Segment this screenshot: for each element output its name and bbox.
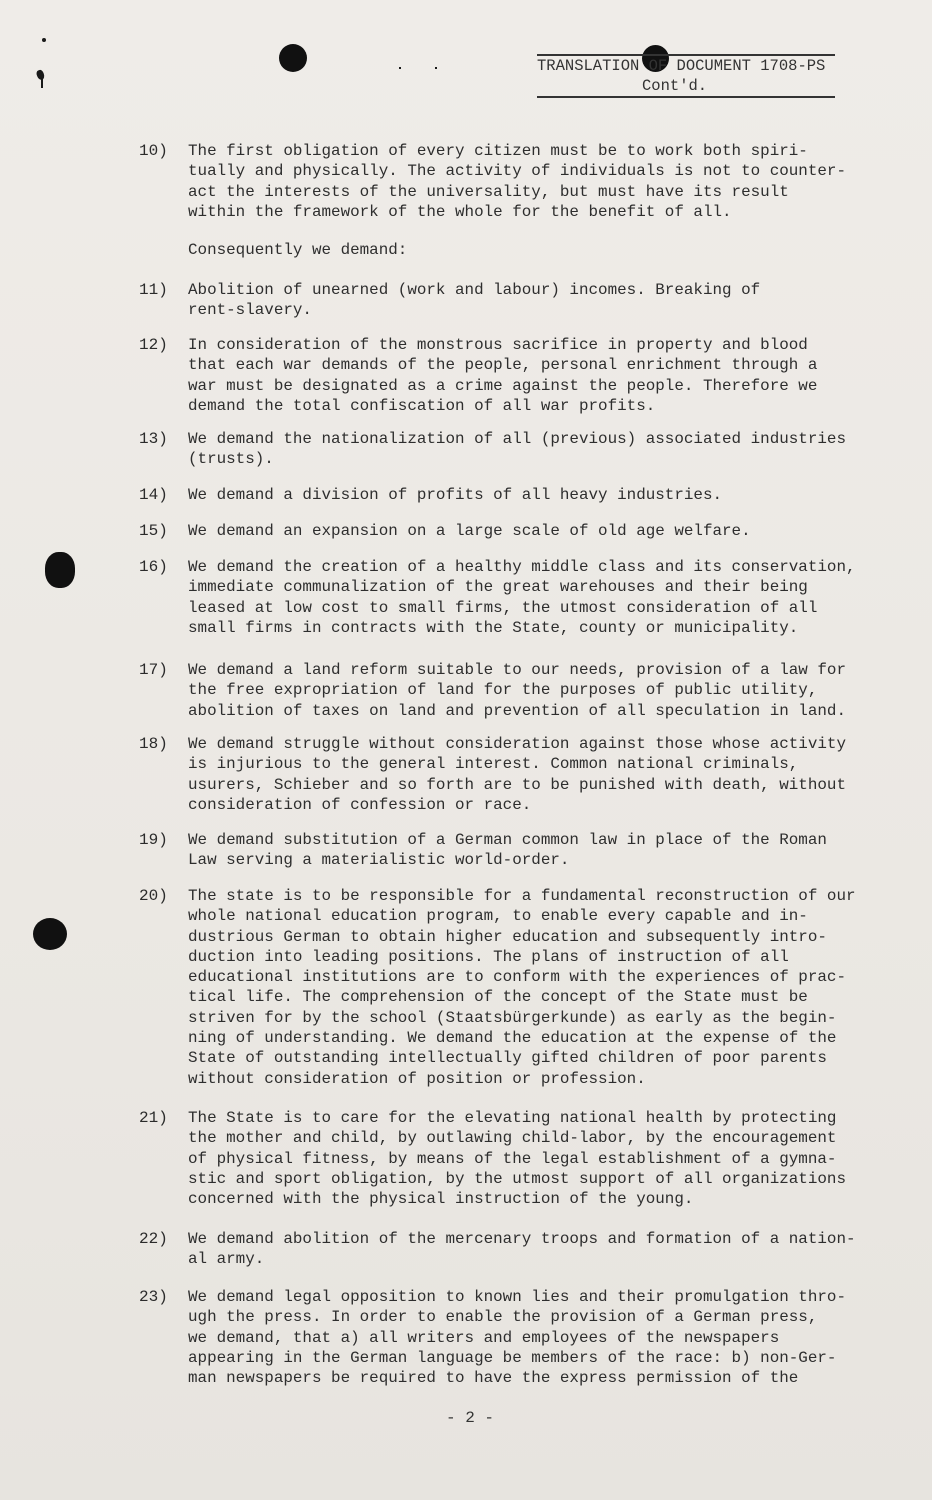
item-text: The first obligation of every citizen must be to work both spiri- tually and physically. The activity of individuals is not to counter- act the interests of the universality, but must have its result within the framework of the whole for the benefit of all.: [188, 142, 846, 221]
item-number: 19): [139, 831, 168, 849]
speck-mark: [435, 67, 437, 69]
item-text: In consideration of the monstrous sacrifice in property and blood that each war demands of the people, personal enrichment through a war must be designated as a crime against the people. Therefore we demand the total confiscation of all war profits.: [188, 336, 818, 415]
item-number: 22): [139, 1230, 168, 1248]
item-text: We demand substitution of a German common law in place of the Roman Law serving a materialistic world-order.: [188, 831, 827, 870]
document-reference-header: [537, 54, 835, 98]
item-number: 10): [139, 142, 168, 160]
punch-hole-left-lower: [33, 918, 67, 950]
speck-mark: [42, 38, 46, 42]
item-number: 20): [139, 887, 168, 905]
item-text: We demand abolition of the mercenary troops and formation of a nation- al army.: [188, 1230, 856, 1269]
item-text: The State is to care for the elevating national health by protecting the mother and child, by outlawing child-labor, by the encouragement of physical fitness, by means of the legal establishment of a gymna- stic and sport obligation, by the utmost support of all organizations concerned with the physical instruction of the young.: [188, 1109, 846, 1209]
item-number: 17): [139, 661, 168, 679]
punch-hole-left-upper: [45, 552, 75, 588]
item-number: 15): [139, 522, 168, 540]
item-number: 13): [139, 430, 168, 448]
intro-text: Consequently we demand:: [188, 241, 408, 259]
item-number: 23): [139, 1288, 168, 1306]
item-number: 12): [139, 336, 168, 354]
speck-mark: [399, 67, 401, 69]
continued-label: Cont'd.: [537, 76, 835, 98]
item-text: Abolition of unearned (work and labour) incomes. Breaking of rent-slavery.: [188, 281, 761, 320]
document-title-line: TRANSLATION OF DOCUMENT 1708-PS: [537, 54, 835, 76]
item-number: 21): [139, 1109, 168, 1127]
page-number: - 2 -: [446, 1409, 495, 1427]
item-text: We demand the nationalization of all (previous) associated industries (trusts).: [188, 430, 846, 469]
item-text: We demand legal opposition to known lies and their promulgation thro- ugh the press. In order to enable the provision of a German press, we demand, that a) all writers and employees of the newspapers appearing in the German language be members of the race: b) non-Ger- man newspapers be required to have the express permission of the: [188, 1288, 846, 1388]
item-number: 11): [139, 281, 168, 299]
item-number: 14): [139, 486, 168, 504]
item-number: 16): [139, 558, 168, 576]
item-text: We demand an expansion on a large scale of old age welfare.: [188, 522, 751, 540]
speck-mark: [41, 78, 43, 88]
item-number: 18): [139, 735, 168, 753]
punch-hole-top: [279, 44, 307, 72]
item-text: We demand a division of profits of all heavy industries.: [188, 486, 723, 504]
item-text: We demand struggle without consideration against those whose activity is injurious to the general interest. Common national criminals, usurers, Schieber and so forth are to be punished with death, without consideration of confession or race.: [188, 735, 846, 814]
item-text: We demand a land reform suitable to our needs, provision of a law for the free expropriation of land for the purposes of public utility, abolition of taxes on land and prevention of all speculation in land.: [188, 661, 846, 720]
item-text: We demand the creation of a healthy middle class and its conservation, immediate communalization of the great warehouses and their being leased at low cost to small firms, the utmost consideration of all small firms in contracts with the State, county or municipality.: [188, 558, 856, 637]
item-text: The state is to be responsible for a fundamental reconstruction of our whole national education program, to enable every capable and in- dustrious German to obtain higher education and subsequently intro- duction into leading positions. The plans of instruction of all educational institutions are to conform with the experiences of prac- tical life. The comprehension of the concept of the State must be striven for by the school (Staatsbürgerkunde) as early as the begin- ning of understanding. We demand the education at the expense of the State of outstanding intellectually gifted children of poor parents without consideration of position or profession.: [188, 887, 856, 1088]
